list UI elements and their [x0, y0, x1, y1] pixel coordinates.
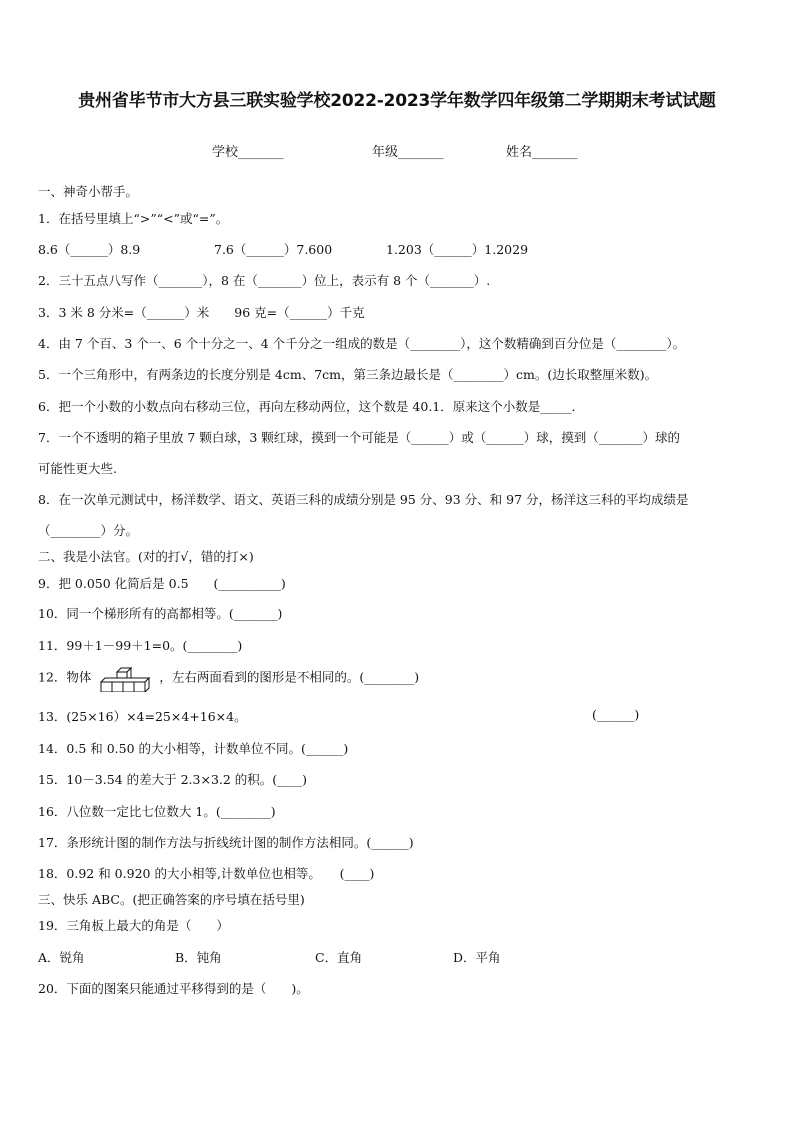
- question-1: 1．在括号里填上“>”“<”或“=”。: [38, 211, 229, 226]
- question-12[interactable]: [38, 664, 419, 692]
- question-14[interactable]: 14．0.5 和 0.50 的大小相等，计数单位不同。(______): [38, 741, 349, 756]
- question-7-line-2: 可能性更大些.: [38, 461, 117, 476]
- question-11[interactable]: 11．99＋1－99＋1=0。(________): [38, 638, 243, 653]
- q19-option-a[interactable]: A．锐角: [38, 950, 85, 965]
- question-16[interactable]: 16．八位数一定比七位数大 1。(________): [38, 804, 276, 819]
- question-5[interactable]: 5．一个三角形中，有两条边的长度分别是 4cm、7cm，第三条边最长是（________）cm。(边长取整厘米数)。: [38, 367, 658, 382]
- cube-stack-figure: [97, 664, 153, 692]
- section-3-heading: 三、快乐 ABC。(把正确答案的序号填在括号里): [38, 892, 305, 907]
- q1-item-3[interactable]: 1.203（______）1.2029: [386, 242, 529, 257]
- q19-option-b[interactable]: B．钝角: [175, 950, 222, 965]
- question-20: 20．下面的图案只能通过平移得到的是（ )。: [38, 981, 309, 996]
- question-7-line-1[interactable]: 7．一个不透明的箱子里放 7 颗白球，3 颗红球，摸到一个可能是（______）或（______）球，摸到（_______）球的: [38, 430, 681, 445]
- question-6[interactable]: 6．把一个小数的小数点向右移动三位，再向左移动两位，这个数是 40.1．原来这个小数是_____．: [38, 399, 585, 414]
- q12-suffix: ，左右两面看到的图形是不相同的。(________): [159, 669, 420, 685]
- question-2[interactable]: 2．三十五点八写作（_______），8 在（_______）位上，表示有 8 个（_______）.: [38, 273, 491, 288]
- q13-answer-blank[interactable]: (______): [592, 707, 640, 722]
- q1-item-2[interactable]: 7.6（______）7.600: [214, 242, 333, 257]
- school-field[interactable]: 学校_______: [212, 145, 284, 160]
- q1-item-1[interactable]: 8.6（______）8.9: [38, 242, 141, 257]
- q12-prefix: 12．物体: [38, 669, 92, 685]
- question-18[interactable]: 18．0.92 和 0.920 的大小相等,计数单位也相等。 (____): [38, 866, 375, 881]
- name-field[interactable]: 姓名_______: [506, 145, 578, 160]
- section-1-heading: 一、神奇小帮手。: [38, 184, 139, 199]
- section-2-heading: 二、我是小法官。(对的打√，错的打×): [38, 549, 254, 564]
- question-10[interactable]: 10．同一个梯形所有的高都相等。(_______): [38, 606, 283, 621]
- question-19: 19．三角板上最大的角是（ ）: [38, 918, 229, 933]
- q19-option-d[interactable]: D．平角: [453, 950, 501, 965]
- question-3[interactable]: 3．3 米 8 分米=（______）米 96 克=（______）千克: [38, 305, 365, 320]
- question-15[interactable]: 15．10－3.54 的差大于 2.3×3.2 的积。(____): [38, 772, 308, 787]
- question-9[interactable]: 9．把 0.050 化简后是 0.5 (__________): [38, 576, 286, 591]
- grade-field[interactable]: 年级_______: [372, 145, 444, 160]
- page-title: 贵州省毕节市大方县三联实验学校2022-2023学年数学四年级第二学期期末考试试题: [78, 91, 716, 111]
- question-13: 13．(25×16）×4=25×4+16×4。: [38, 709, 247, 724]
- q19-option-c[interactable]: C．直角: [315, 950, 363, 965]
- question-8-line-1: 8．在一次单元测试中，杨洋数学、语文、英语三科的成绩分别是 95 分、93 分、和 97 分，杨洋这三科的平均成绩是: [38, 492, 689, 507]
- question-8-line-2[interactable]: （________）分。: [38, 523, 139, 538]
- question-17[interactable]: 17．条形统计图的制作方法与折线统计图的制作方法相同。(______): [38, 835, 414, 850]
- question-4[interactable]: 4．由 7 个百、3 个一、6 个十分之一、4 个千分之一组成的数是（________），这个数精确到百分位是（________）。: [38, 336, 686, 351]
